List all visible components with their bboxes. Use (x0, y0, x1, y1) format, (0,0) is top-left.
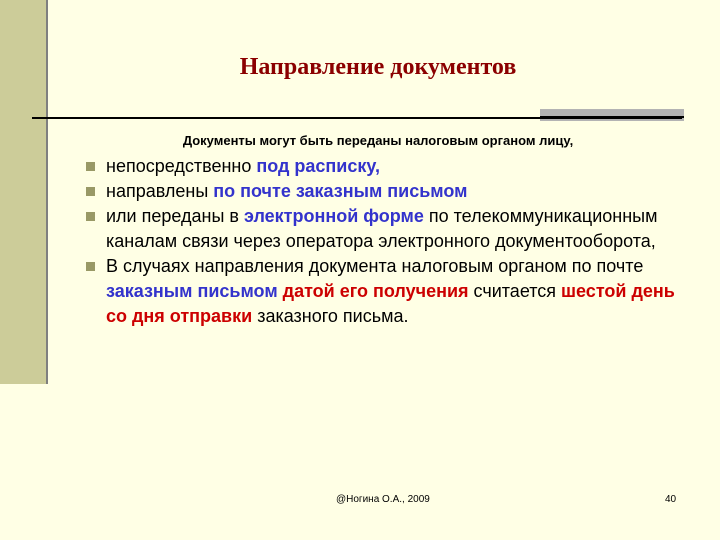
emphasis-blue: заказным письмом (106, 281, 278, 301)
emphasis-red: шестой день со дня отправки (106, 281, 675, 326)
footer-author: @Ногина О.А., 2009 (336, 494, 430, 505)
title-rule-accent-line (540, 116, 684, 118)
bullet-item: непосредственно под расписку, (0, 154, 700, 179)
page-number: 40 (665, 494, 677, 505)
emphasis-blue: по почте заказным письмом (213, 181, 468, 201)
emphasis-blue: под расписку, (256, 156, 381, 176)
bullet-list (0, 154, 700, 329)
bullet-item: или переданы в электронной форме по телекоммуникационным каналам связи через оператора электронного документооборота, (0, 204, 700, 254)
bullet-item: направлены по почте заказным письмом (0, 179, 700, 204)
square-bullet-icon (86, 162, 95, 171)
title-rule-accent (540, 109, 684, 121)
emphasis-red: датой его получения (282, 281, 469, 301)
emphasis-blue: электронной форме (243, 206, 424, 226)
square-bullet-icon (86, 262, 95, 271)
square-bullet-icon (86, 187, 95, 196)
slide-subtitle: Документы могут быть переданы налоговым органом лицу, (182, 133, 574, 148)
square-bullet-icon (86, 212, 95, 221)
bullet-item: В случаях направления документа налоговым органом по почте заказным письмом датой его получения считается шестой день со дня отправки заказного письма. (0, 254, 700, 329)
slide-title: Направление документов (239, 54, 517, 80)
